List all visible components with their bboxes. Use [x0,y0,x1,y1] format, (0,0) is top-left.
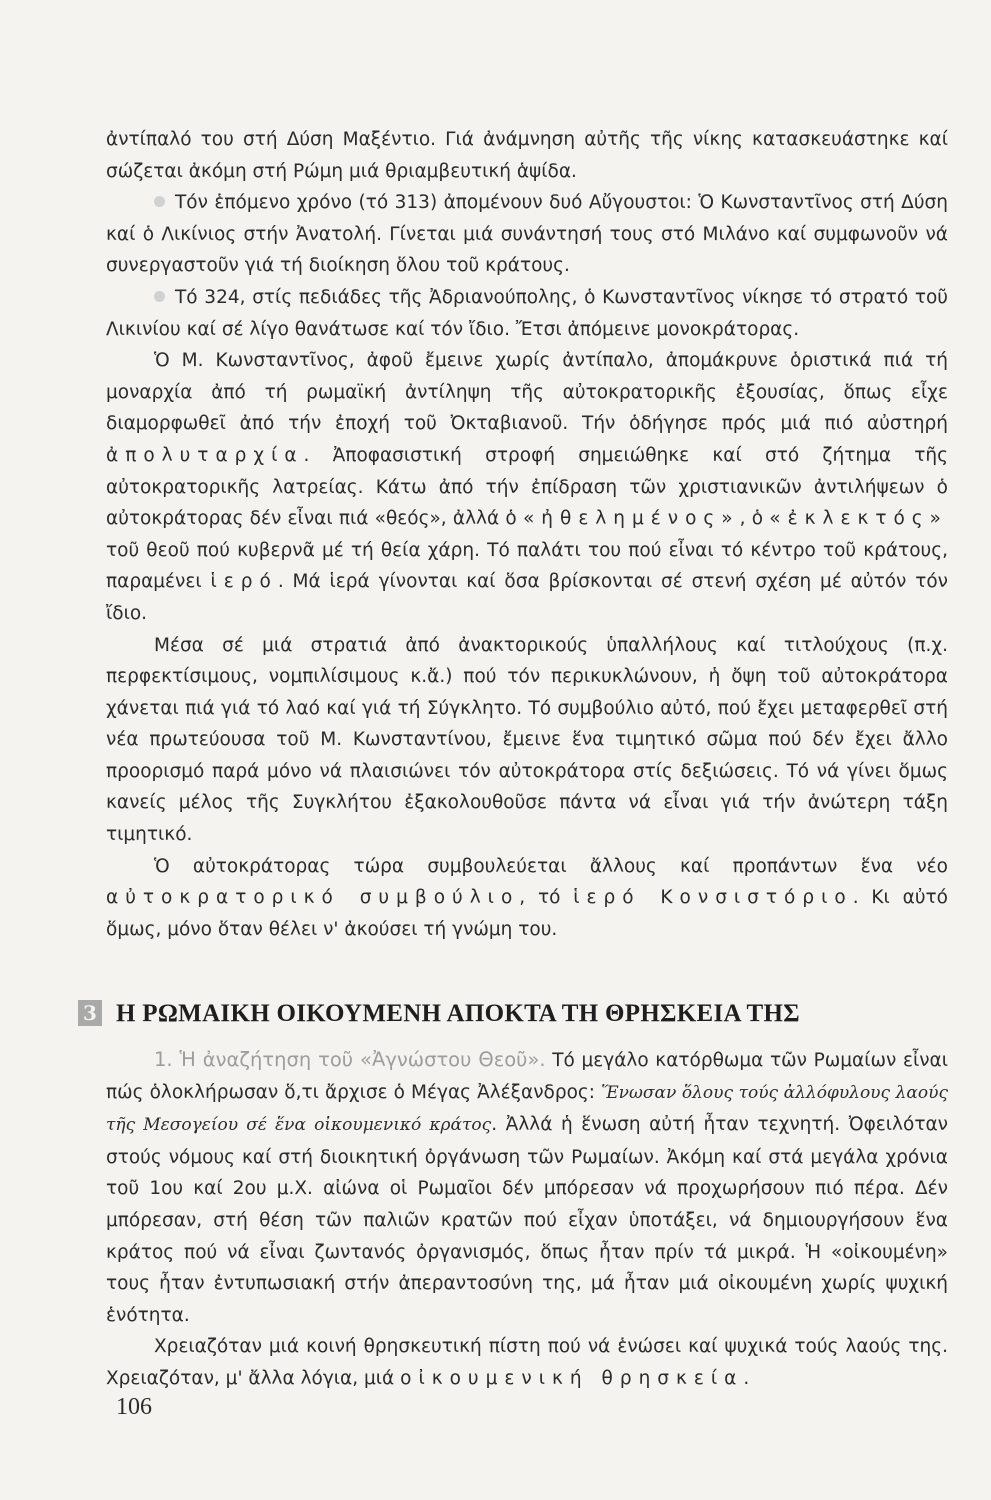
page-number: 106 [116,1394,152,1420]
paragraph-text: . Κι αὐτό ὅμως, μόνο ὅταν θέλει ν' ἀκούσει τή γνώμη του. [106,887,948,940]
subheading: 1. Ἡ ἀναζήτηση τοῦ «Ἀγνώστου Θεοῦ». [154,1048,546,1071]
paragraph-text: Ὁ Μ. Κωνσταντῖνος, ἀφοῦ ἔμεινε χωρίς ἀντίπαλο, ἀπομάκρυνε ὁριστικά πιά τή μοναρχία ἀπό τή ρωμαϊκή ἀντίληψη τῆς αὐτοκρατορικῆς ἐξουσίας, ὅπως εἶχε διαμορφωθεῖ ἀπό τήν ἐποχή τοῦ Ὀκταβιανοῦ. Τήν ὁδήγησε πρός μιά πιό αὐστηρή [106,350,948,435]
paragraph [106,345,948,629]
spaced-term: «ἐκλεκτός» [769,508,948,530]
spaced-term: «ἠθελημένος» [522,508,740,530]
spaced-term: ἱερό [210,571,278,593]
paragraph [106,124,948,187]
paragraph-text: , ὁ [739,508,770,530]
paragraph-text: . Ἀποφασιστική στροφή σημειώθηκε καί στό ζήτημα τῆς αὐτοκρατορικῆς λατρείας. Κάτω ἀπό τήν ἐπίδραση τῶν χριστιανικῶν ἀντιλήψεων ὁ αὐτοκράτορας δέν εἶναι πιά «θεός», ἀλλά ὁ [106,444,948,530]
paragraph-text: Τόν ἑπόμενο χρόνο (τό 313) ἀπομένουν δυό Αὔγουστοι: Ὁ Κωνσταντῖνος στή Δύση καί ὁ Λικίνιος στήν Ἀνατολή. Γίνεται μιά συνάντησή τους στό Μιλάνο καί συμφωνοῦν νά συνεργαστοῦν γιά τή διοίκηση ὅλου τοῦ κράτους. [106,192,948,277]
paragraph-text: Ὁ αὐτοκράτορας τώρα συμβουλεύεται ἄλλους καί προπάντων ἕνα νέο [154,855,948,877]
paragraph-text: . [743,1367,750,1389]
spaced-term: αὐτοκρατορικό συμβούλιο [106,887,520,909]
paragraph [106,630,948,851]
spaced-term: ἀπολυταρχία [106,444,304,466]
paragraph-text: ἀντίπαλό του στή Δύση Μαξέντιο. Γιά ἀνάμνηση αὐτῆς τῆς νίκης κατασκευάστηκε καί σώζεται ἀκόμη στή Ρώμη μιά θριαμβευτική ἁψίδα. [106,129,948,182]
spaced-term: ἱερό Κονσιστόριο [573,887,853,909]
section-number-badge: 3 [78,1000,102,1026]
paragraph-text: . Μά ἱερά γίνονται καί ὅσα βρίσκονται σέ στενή σχέση μέ αὐτόν τόν ἴδιο. [106,571,948,624]
bullet-icon [154,196,165,207]
section-header [78,998,958,1030]
bullet-icon [154,291,165,302]
italic-quote: Ἕνωσαν ὅλους τούς ἀλλόφυλους λαούς τῆς Μεσογείου σέ ἕνα οἰκουμενικό κράτος [106,1082,948,1136]
paragraph-text: Τό μεγάλο κατόρθωμα τῶν Ρωμαίων εἶναι πώς ὁλοκλήρωσαν ὅ,τι ἄρχισε ὁ Μέγας Ἀλέξανδρος: [106,1050,948,1103]
paragraph-text: . Ἀλλά ἡ ἕνωση αὐτή ἦταν τεχνητή. Ὀφειλόταν στούς νόμους καί στή διοικητική ὀργάνωση τῶν Ρωμαίων. Ἀκόμη καί στά μεγάλα χρόνια τοῦ 1ου καί 2ου μ.Χ. αἰώνα οἱ Ρωμαῖοι δέν μπόρεσαν νά προχωρήσουν πιό πέρα. Δέν μπόρεσαν, στή θέση τῶν παλιῶν κρατῶν πού εἶχαν ὑποτάξει, νά δημιουργήσουν ἕνα κράτος πού νά εἶναι ζωντανός ὀργανισμός, ὅπως ἦταν πρίν τά μικρά. Ἡ «οἰκουμένη» τους ἦταν ἐντυπωσιακή στήν ἀπεραντοσύνη της, μά ἦταν μιά οἰκουμένη χωρίς ψυχική ἑνότητα. [106,1114,948,1326]
section-body [106,1044,948,1395]
body-text [106,124,948,945]
paragraph-text: τοῦ θεοῦ πού κυβερνᾶ μέ τή θεία χάρη. Τό παλάτι του πού εἶναι τό κέντρο τοῦ κράτους, παραμένει [106,539,948,593]
paragraph-text: Μέσα σέ μιά στρατιά ἀπό ἀνακτορικούς ὑπαλλήλους καί τιτλούχους (π.χ. περφεκτίσιμους, νομπιλίσιμους κ.ἄ.) πού τόν περικυκλώνουν, ἡ ὄψη τοῦ αὐτοκράτορα χάνεται πιά γιά τό λαό καί γιά τή Σύγκλητο. Τό συμβούλιο αὐτό, πού ἔχει μεταφερθεῖ στή νέα πρωτεύουσα τοῦ Μ. Κωνσταντίνου, ἔμεινε ἕνα τιμητικό σῶμα πού δέν ἔχει ἄλλο προορισμό παρά μόνο νά πλαισιώνει τόν αὐτοκράτορα στίς δεξιώσεις. Τό νά γίνει ὅμως κανείς μέλος τῆς Συγκλήτου ἐξακολουθοῦσε πάντα νά εἶναι γιά τήν ἀνώτερη τάξη τιμητικό. [106,634,948,846]
paragraph-text: , τό [519,887,574,909]
paragraph-text: Χρειαζόταν μιά κοινή θρησκευτική πίστη πού νά ἑνώσει καί ψυχικά τούς λαούς της. Χρειαζόταν, μ' ἄλλα λόγια, μιά [106,1336,948,1389]
paragraph-text: Τό 324, στίς πεδιάδες τῆς Ἀδριανούπολης, ὁ Κωνσταντῖνος νίκησε τό στρατό τοῦ Λικινίου καί σέ λίγο θανάτωσε καί τόν ἴδιο. Ἔτσι ἀπόμεινε μονοκράτορας. [106,286,948,340]
paragraph [106,1044,948,1331]
paragraph [106,851,948,946]
spaced-term: οἰκουμενική θρησκεία [400,1367,744,1389]
section-title: Η ΡΩΜΑΙΚΗ ΟΙΚΟΥΜΕΝΗ ΑΠΟΚΤΑ ΤΗ ΘΡΗΣΚΕΙΑ ΤΗΣ [116,1000,800,1027]
bulleted-paragraph [106,187,948,282]
paragraph [106,1331,948,1394]
bulleted-paragraph [106,282,948,345]
